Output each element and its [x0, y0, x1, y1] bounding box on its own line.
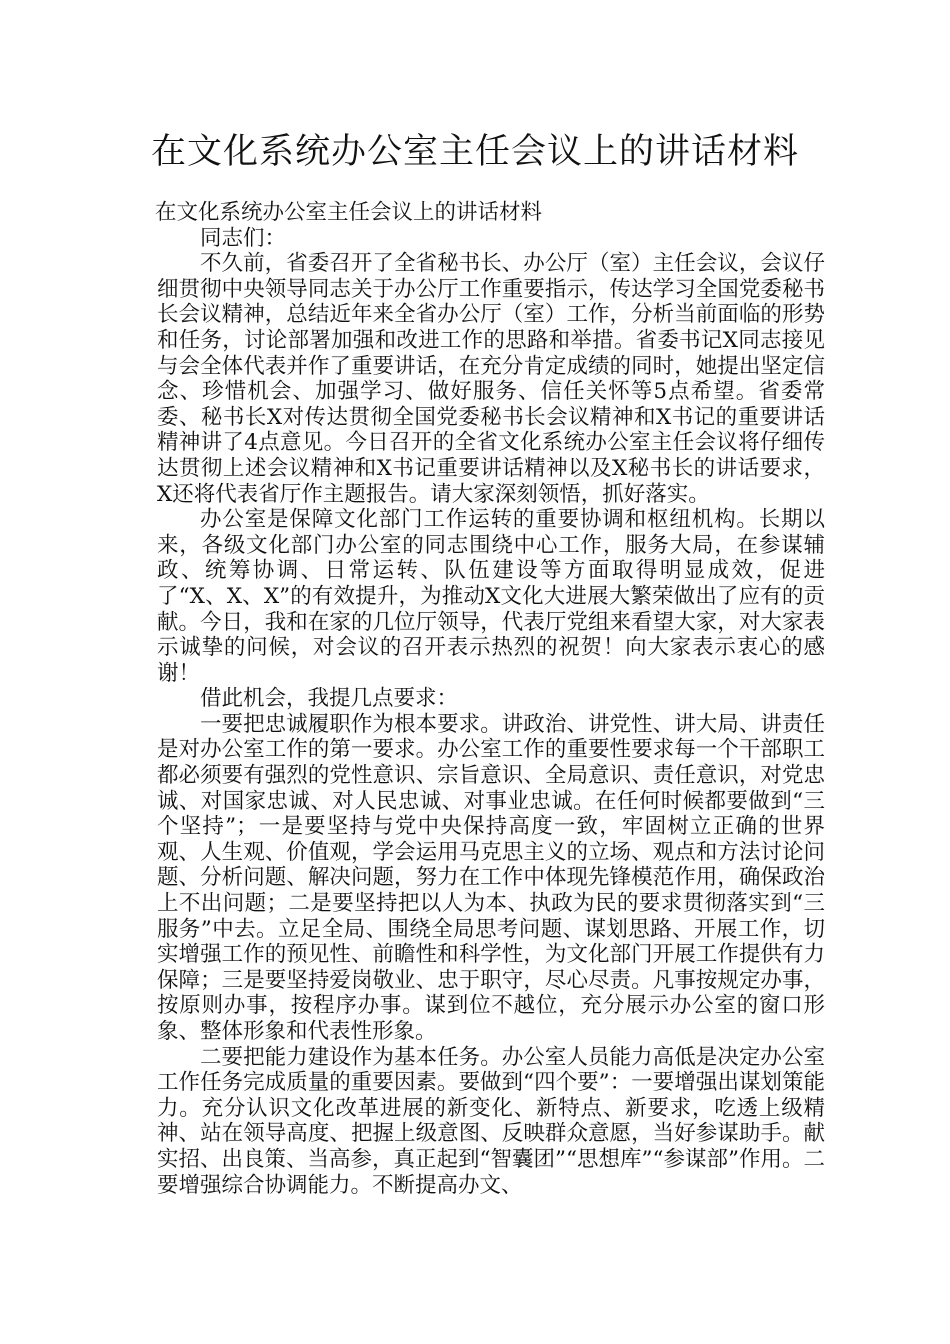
salutation: 同志们：	[200, 225, 287, 251]
paragraph-3: 借此机会，我提几点要求：	[200, 686, 459, 712]
paragraph-2: 办公室是保障文化部门工作运转的重要协调和枢纽机构。长期以来，各级文化部门办公室的同志围绕中心工作，服务大局，在参谋辅政、统筹协调、日常运转、队伍建设等方面取得明显成效，促进了“X、X、X”的有效提升，为推动X文化大进展大繁荣做出了应有的贡献。今日，我和在家的几位厅领导，代表厅党组来看望大家，对大家表示诚挚的问候，对会议的召开表示热烈的祝贺！向大家表示衷心的感谢！	[157, 507, 825, 686]
document-body	[145, 200, 825, 1198]
document-title: 在文化系统办公室主任会议上的讲话材料	[150, 132, 799, 172]
paragraph-4: 一要把忠诚履职作为根本要求。讲政治、讲党性、讲大局、讲责任是对办公室工作的第一要求。办公室工作的重要性要求每一个干部职工都必须要有强烈的党性意识、宗旨意识、全局意识、责任意识，对党忠诚、对国家忠诚、对人民忠诚、对事业忠诚。在任何时候都要做到“三个坚持”；一是要坚持与党中央保持高度一致，牢固树立正确的世界观、人生观、价值观，学会运用马克思主义的立场、观点和方法讨论问题、分析问题、解决问题，努力在工作中体现先锋模范作用，确保政治上不出问题；二是要坚持把以人为本、执政为民的要求贯彻落实到“三服务”中去。立足全局、围绕全局思考问题、谋划思路、开展工作，切实增强工作的预见性、前瞻性和科学性，为文化部门开展工作提供有力保障；三是要坚持爱岗敬业、忠于职守，尽心尽责。凡事按规定办事，按原则办事，按程序办事。谋到位不越位，充分展示办公室的窗口形象、整体形象和代表性形象。	[157, 711, 825, 1044]
paragraph-1: 不久前，省委召开了全省秘书长、办公厅（室）主任会议，会议仔细贯彻中央领导同志关于办公厅工作重要指示，传达学习全国党委秘书长会议精神，总结近年来全省办公厅（室）工作，分析当前面临的形势和任务，讨论部署加强和改进工作的思路和举措。省委书记X同志接见与会全体代表并作了重要讲话，在充分肯定成绩的同时，她提出坚定信念、珍惜机会、加强学习、做好服务、信任关怀等5点希望。省委常委、秘书长X对传达贯彻全国党委秘书长会议精神和X书记的重要讲话精神讲了4点意见。今日召开的全省文化系统办公室主任会议将仔细传达贯彻上述会议精神和X书记重要讲话精神以及X秘书长的讲话要求，X还将代表省厅作主题报告。请大家深刻领悟，抓好落实。	[157, 251, 825, 507]
document-subtitle: 在文化系统办公室主任会议上的讲话材料	[155, 200, 543, 225]
paragraph-5: 二要把能力建设作为基本任务。办公室人员能力高低是决定办公室工作任务完成质量的重要因素。要做到“四个要”：一要增强出谋划策能力。充分认识文化改革进展的新变化、新特点、新要求，吃透上级精神、站在领导高度、把握上级意图、反映群众意愿，当好参谋助手。献实招、出良策、当高参，真正起到“智囊团”“思想库”“参谋部”作用。二要增强综合协调能力。不断提高办文、	[157, 1044, 825, 1198]
